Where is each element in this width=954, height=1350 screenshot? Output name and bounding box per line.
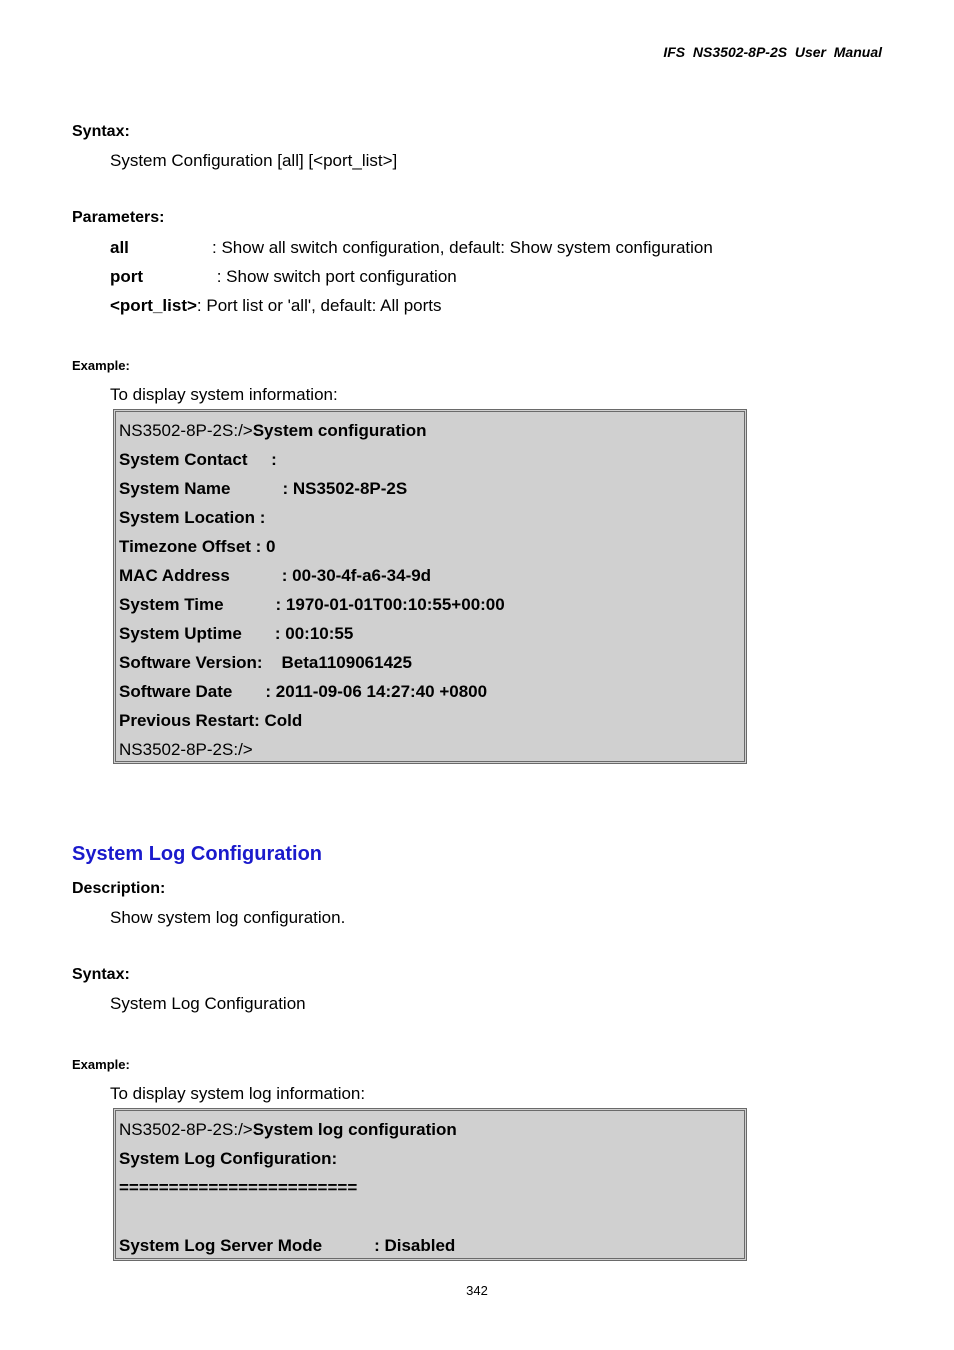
- console-line: System Log Server Mode : Disabled: [119, 1236, 456, 1255]
- syntax-label: Syntax:: [72, 966, 130, 983]
- param-name: all: [110, 238, 129, 257]
- console-line: System Contact :: [119, 450, 277, 469]
- console-end-prompt: NS3502-8P-2S:/>: [119, 740, 253, 759]
- example-label: Example:: [72, 358, 130, 373]
- syntax-text: System Log Configuration: [110, 994, 306, 1013]
- example-label: Example:: [72, 1057, 130, 1072]
- console-line: Software Date : 2011-09-06 14:27:40 +0800: [119, 682, 488, 701]
- console-line: System Name : NS3502-8P-2S: [119, 479, 408, 498]
- description-label: Description:: [72, 880, 166, 897]
- example-intro: To display system log information:: [110, 1084, 366, 1103]
- console-command-line: [119, 1115, 741, 1144]
- console-line: System Location :: [119, 508, 266, 527]
- param-desc: : Port list or 'all', default: All ports: [196, 296, 442, 315]
- console-command: System configuration: [252, 421, 427, 440]
- console-prompt: NS3502-8P-2S:/>: [119, 1120, 253, 1139]
- param-name: <port_list>: [110, 296, 197, 315]
- description-text: Show system log configuration.: [110, 908, 346, 927]
- param-row: [110, 267, 143, 287]
- param-desc: : Show all switch configuration, default: Show system configuration: [212, 238, 713, 257]
- syntax-label: Syntax:: [72, 123, 130, 140]
- console-line: Software Version: Beta1109061425: [119, 653, 412, 672]
- param-row: [110, 238, 129, 258]
- parameters-label: Parameters:: [72, 209, 165, 226]
- page-header: IFS NS3502-8P-2S User Manual: [663, 44, 882, 60]
- param-row: [110, 296, 442, 316]
- console-line: [119, 1202, 741, 1231]
- param-desc: : Show switch port configuration: [212, 267, 457, 286]
- console-command: System log configuration: [252, 1120, 457, 1139]
- section-heading: System Log Configuration: [72, 843, 322, 865]
- console-line: Timezone Offset : 0: [119, 537, 276, 556]
- console-prompt: NS3502-8P-2S:/>: [119, 421, 253, 440]
- page-number: 342: [466, 1283, 488, 1298]
- console-command-line: [119, 416, 741, 445]
- console-line: Previous Restart: Cold: [119, 711, 303, 730]
- console-line: ========================: [119, 1178, 358, 1197]
- console-line: System Time : 1970-01-01T00:10:55+00:00: [119, 595, 505, 614]
- console-line: System Log Configuration:: [119, 1149, 338, 1168]
- console-line: System Uptime : 00:10:55: [119, 624, 354, 643]
- example-intro: To display system information:: [110, 385, 338, 404]
- console-line: MAC Address : 00-30-4f-a6-34-9d: [119, 566, 432, 585]
- console-output: [113, 1108, 747, 1261]
- console-output: [113, 409, 747, 764]
- param-name: port: [110, 267, 144, 286]
- syntax-text: System Configuration [all] [<port_list>]: [110, 151, 398, 170]
